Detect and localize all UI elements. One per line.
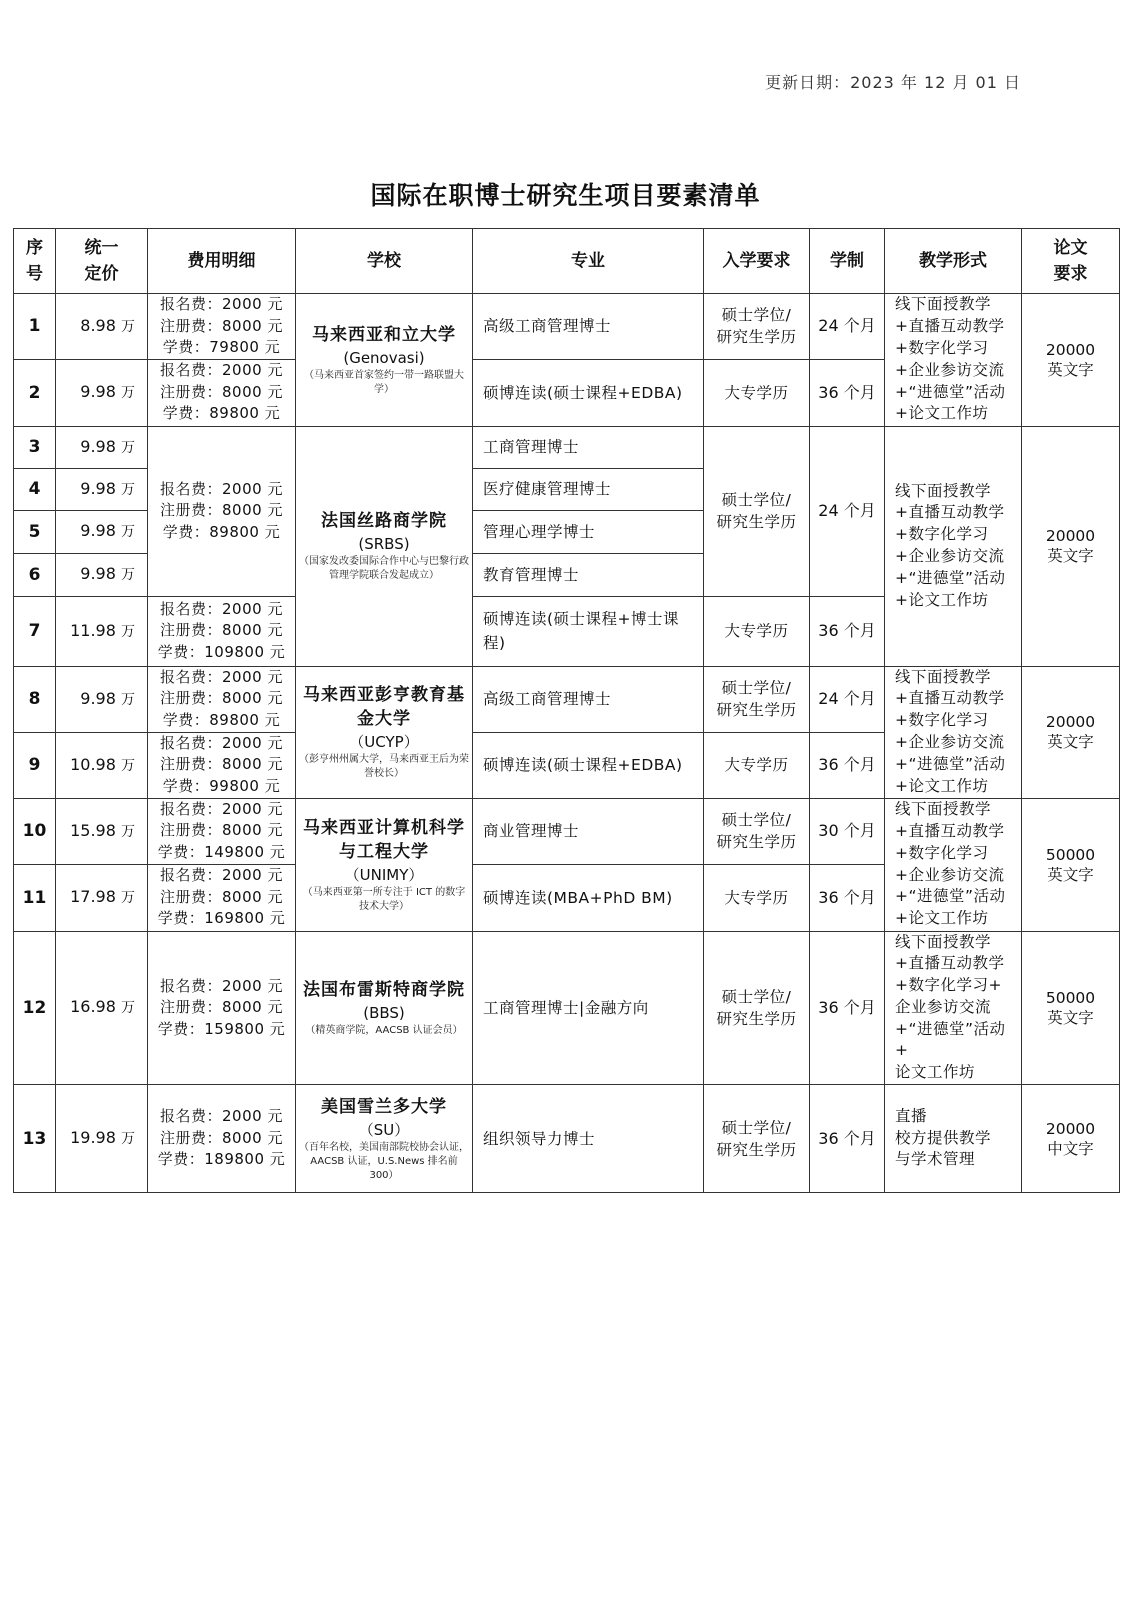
school-note: （精英商学院，AACSB 认证会员） (305, 1024, 463, 1036)
paper-cell: 20000 英文字 (1022, 294, 1120, 427)
row-requirement: 大专学历 (704, 732, 810, 798)
paper-cell: 20000 英文字 (1022, 666, 1120, 798)
row-requirement: 大专学历 (704, 864, 810, 931)
header-requirement: 入学要求 (704, 229, 810, 294)
row-no: 12 (14, 931, 56, 1085)
school-cell (296, 931, 473, 1085)
header-no: 序 号 (14, 229, 56, 294)
row-price: 9.98 万 (56, 468, 148, 510)
school-note: （百年名校，美国南部院校协会认证，AACSB 认证，U.S.News 排名前 300） (299, 1141, 469, 1181)
teaching-cell: 线下面授教学 +直播互动教学 +数字化学习 +企业参访交流 +“进德堂”活动 +论文工作坊 (885, 798, 1022, 931)
row-fee: 报名费：2000 元 注册费：8000 元 学费：89800 元 (148, 426, 296, 596)
row-major: 商业管理博士 (473, 798, 704, 864)
row-requirement: 硕士学位/ 研究生学历 (704, 1085, 810, 1193)
header-price: 统一 定价 (56, 229, 148, 294)
teaching-cell: 线下面授教学 +直播互动教学 +数字化学习 +企业参访交流 +“进德堂”活动 +论文工作坊 (885, 666, 1022, 798)
row-fee: 报名费：2000 元 注册费：8000 元 学费：159800 元 (148, 931, 296, 1085)
school-abbr: （UNIMY） (344, 865, 424, 884)
row-duration: 36 个月 (810, 359, 885, 426)
paper-cell: 20000 中文字 (1022, 1085, 1120, 1193)
row-price: 19.98 万 (56, 1085, 148, 1193)
school-abbr: (SRBS) (358, 535, 410, 553)
school-cell (296, 294, 473, 427)
row-no: 4 (14, 468, 56, 510)
row-major: 高级工商管理博士 (473, 294, 704, 360)
table-row (14, 1085, 1120, 1193)
table-row (14, 666, 1120, 732)
row-price: 9.98 万 (56, 359, 148, 426)
program-table (13, 228, 1120, 1193)
row-no: 7 (14, 596, 56, 666)
row-fee: 报名费：2000 元 注册费：8000 元 学费：189800 元 (148, 1085, 296, 1193)
school-abbr: (Genovasi) (343, 348, 425, 367)
teaching-cell: 直播 校方提供教学 与学术管理 (885, 1085, 1022, 1193)
school-note: （马来西亚首家签约一带一路联盟大学） (304, 369, 464, 395)
school-note: （彭亨州州属大学，马来西亚王后为荣誉校长） (299, 754, 469, 779)
school-abbr: （SU） (358, 1120, 410, 1139)
row-no: 10 (14, 798, 56, 864)
header-row (14, 229, 1120, 294)
row-fee: 报名费：2000 元 注册费：8000 元 学费：169800 元 (148, 864, 296, 931)
row-fee: 报名费：2000 元 注册费：8000 元 学费：149800 元 (148, 798, 296, 864)
paper-cell: 20000 英文字 (1022, 426, 1120, 666)
row-price: 11.98 万 (56, 596, 148, 666)
school-cell (296, 798, 473, 931)
header-duration: 学制 (810, 229, 885, 294)
row-price: 16.98 万 (56, 931, 148, 1085)
teaching-cell: 线下面授教学 +直播互动教学 +数字化学习 +企业参访交流 +“进德堂”活动 +论文工作坊 (885, 294, 1022, 427)
row-requirement: 大专学历 (704, 596, 810, 666)
school-name: 法国布雷斯特商学院 (303, 979, 465, 1000)
school-cell (296, 1085, 473, 1193)
row-no: 5 (14, 510, 56, 553)
row-major: 医疗健康管理博士 (473, 468, 704, 510)
row-price: 9.98 万 (56, 426, 148, 468)
table-row (14, 426, 1120, 468)
page-title: 国际在职博士研究生项目要素清单 (370, 181, 761, 210)
row-duration: 24 个月 (810, 426, 885, 596)
header-teaching: 教学形式 (885, 229, 1022, 294)
row-fee: 报名费：2000 元 注册费：8000 元 学费：89800 元 (148, 359, 296, 426)
row-fee: 报名费：2000 元 注册费：8000 元 学费：99800 元 (148, 732, 296, 798)
row-no: 9 (14, 732, 56, 798)
row-no: 8 (14, 666, 56, 732)
row-major: 管理心理学博士 (473, 510, 704, 553)
row-major: 硕博连读(硕士课程+EDBA) (473, 732, 704, 798)
school-name: 马来西亚计算机科学与工程大学 (303, 817, 465, 862)
row-fee: 报名费：2000 元 注册费：8000 元 学费：79800 元 (148, 294, 296, 360)
row-price: 9.98 万 (56, 510, 148, 553)
row-no: 6 (14, 553, 56, 596)
row-duration: 36 个月 (810, 596, 885, 666)
row-requirement: 硕士学位/ 研究生学历 (704, 294, 810, 360)
school-name: 马来西亚彭亨教育基金大学 (303, 685, 465, 729)
row-major: 硕博连读(硕士课程+博士课程) (473, 596, 704, 666)
row-duration: 30 个月 (810, 798, 885, 864)
header-fee: 费用明细 (148, 229, 296, 294)
row-major: 教育管理博士 (473, 553, 704, 596)
header-paper: 论文 要求 (1022, 229, 1120, 294)
row-major: 工商管理博士 (473, 426, 704, 468)
update-date: 更新日期：2023 年 12 月 01 日 (765, 73, 1021, 92)
row-duration: 36 个月 (810, 931, 885, 1085)
row-requirement: 大专学历 (704, 359, 810, 426)
row-fee: 报名费：2000 元 注册费：8000 元 学费：89800 元 (148, 666, 296, 732)
row-price: 8.98 万 (56, 294, 148, 360)
school-note: （马来西亚第一所专注于 ICT 的数字技术大学） (302, 886, 466, 912)
school-name: 美国雪兰多大学 (321, 1096, 447, 1117)
row-duration: 36 个月 (810, 1085, 885, 1193)
school-name: 马来西亚和立大学 (312, 324, 456, 345)
row-requirement: 硕士学位/ 研究生学历 (704, 798, 810, 864)
table-row (14, 294, 1120, 360)
row-price: 15.98 万 (56, 798, 148, 864)
row-no: 3 (14, 426, 56, 468)
school-cell (296, 666, 473, 798)
row-no: 13 (14, 1085, 56, 1193)
paper-cell: 50000 英文字 (1022, 798, 1120, 931)
row-duration: 36 个月 (810, 732, 885, 798)
row-price: 17.98 万 (56, 864, 148, 931)
row-major: 硕博连读(MBA+PhD BM) (473, 864, 704, 931)
row-requirement: 硕士学位/ 研究生学历 (704, 666, 810, 732)
header-school: 学校 (296, 229, 473, 294)
row-fee: 报名费：2000 元 注册费：8000 元 学费：109800 元 (148, 596, 296, 666)
paper-cell: 50000 英文字 (1022, 931, 1120, 1085)
row-price: 10.98 万 (56, 732, 148, 798)
school-abbr: (BBS) (363, 1003, 405, 1022)
row-no: 2 (14, 359, 56, 426)
row-no: 11 (14, 864, 56, 931)
row-major: 高级工商管理博士 (473, 666, 704, 732)
row-no: 1 (14, 294, 56, 360)
header-major: 专业 (473, 229, 704, 294)
school-abbr: （UCYP） (349, 733, 419, 751)
teaching-cell: 线下面授教学 +直播互动教学 +数字化学习+ 企业参访交流 +“进德堂”活动+ 论文工作坊 (885, 931, 1022, 1085)
row-requirement: 硕士学位/ 研究生学历 (704, 426, 810, 596)
row-duration: 36 个月 (810, 864, 885, 931)
row-major: 硕博连读(硕士课程+EDBA) (473, 359, 704, 426)
school-name: 法国丝路商学院 (321, 511, 447, 531)
row-price: 9.98 万 (56, 666, 148, 732)
row-duration: 24 个月 (810, 666, 885, 732)
teaching-cell: 线下面授教学 +直播互动教学 +数字化学习 +企业参访交流 +“进德堂”活动 +论文工作坊 (885, 426, 1022, 666)
school-note: （国家发改委国际合作中心与巴黎行政管理学院联合发起成立） (299, 556, 469, 581)
row-major: 工商管理博士|金融方向 (473, 931, 704, 1085)
row-requirement: 硕士学位/ 研究生学历 (704, 931, 810, 1085)
row-price: 9.98 万 (56, 553, 148, 596)
row-duration: 24 个月 (810, 294, 885, 360)
row-major: 组织领导力博士 (473, 1085, 704, 1193)
school-cell (296, 426, 473, 666)
table-row (14, 931, 1120, 1085)
table-row (14, 798, 1120, 864)
